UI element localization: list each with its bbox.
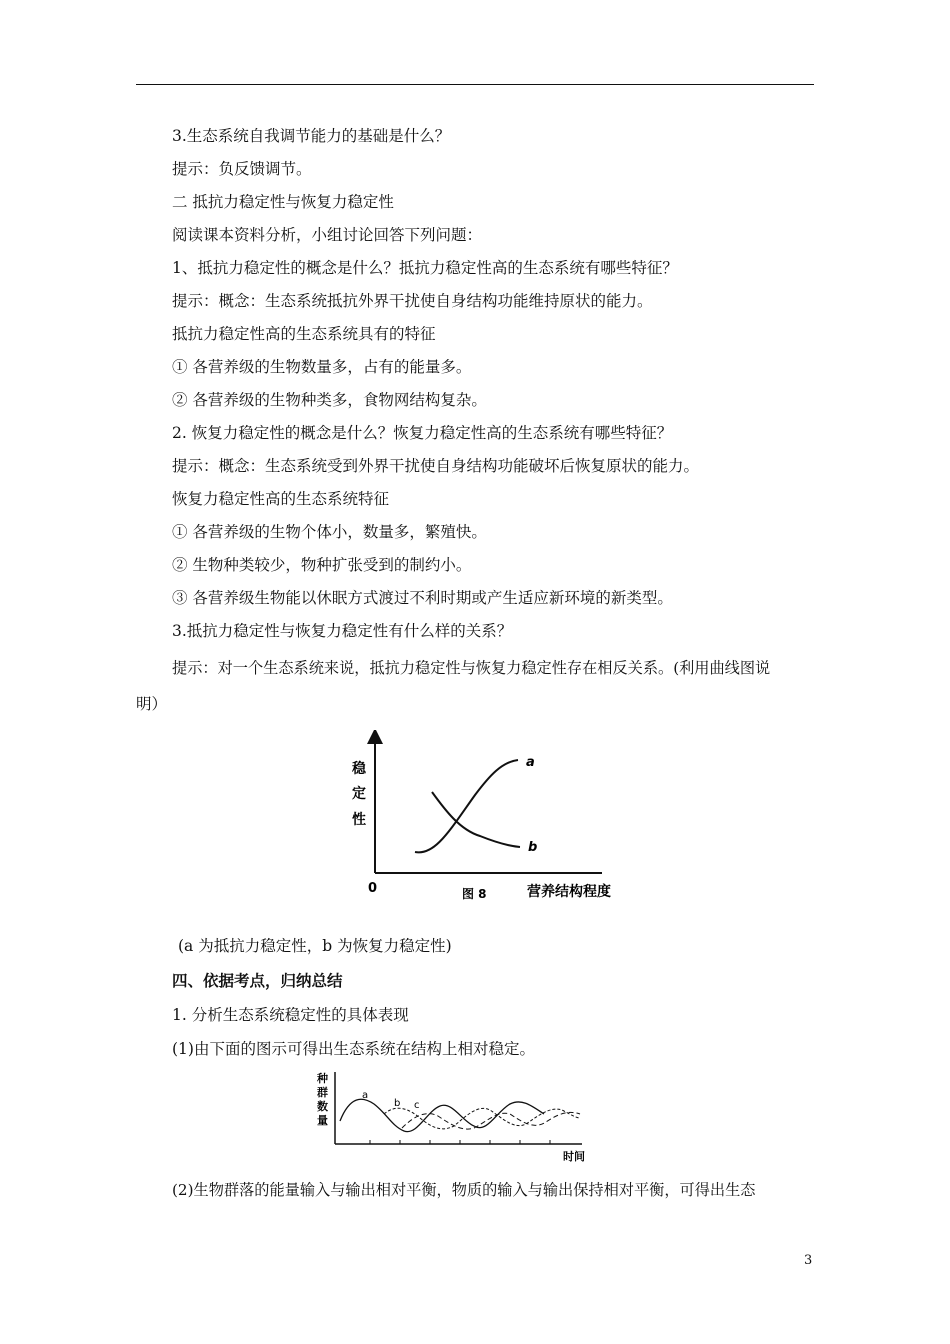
item-1-heading: 1. 分析生态系统稳定性的具体表现: [172, 1006, 409, 1024]
item-1-1: (1)由下面的图示可得出生态系统在结构上相对稳定。: [172, 1040, 535, 1058]
header-rule: [136, 84, 814, 85]
origin-label: 0: [368, 881, 378, 896]
question-3-basis: 3.生态系统自我调节能力的基础是什么？: [172, 127, 451, 145]
section-2-heading: 二 抵抗力稳定性与恢复力稳定性: [172, 193, 394, 211]
curve-a-label: a: [362, 1090, 369, 1101]
y-label-char-2: 群: [317, 1086, 328, 1099]
section-4-heading: 四、依据考点，归纳总结: [172, 971, 343, 990]
population-figure: [312, 1066, 592, 1166]
y-label-char-4: 量: [317, 1114, 328, 1127]
question-resistance: 1、抵抗力稳定性的概念是什么？抵抗力稳定性高的生态系统有哪些特征？: [172, 259, 678, 277]
reading-instruction: 阅读课本资料分析，小组讨论回答下列问题：: [172, 226, 483, 244]
y-label-char-1: 稳: [352, 761, 366, 777]
figure-caption: 图 8: [462, 887, 487, 901]
resistance-feature-1: ① 各营养级的生物数量多，占有的能量多。: [172, 358, 472, 376]
y-label-char-3: 性: [352, 812, 366, 828]
curve-b: [432, 792, 520, 847]
page-number: 3: [804, 1253, 813, 1268]
y-label-char-1: 种: [317, 1072, 328, 1085]
y-label-char-2: 定: [352, 786, 366, 802]
stability-figure: [340, 730, 640, 910]
curve-a: [340, 1099, 544, 1131]
hint-negative-feedback: 提示：负反馈调节。: [172, 160, 312, 178]
y-label-char-3: 数: [317, 1100, 328, 1113]
resilience-features-title: 恢复力稳定性高的生态系统特征: [172, 490, 390, 508]
hint-continuation: 明）: [136, 695, 168, 713]
resistance-features-title: 抵抗力稳定性高的生态系统具有的特征: [172, 325, 436, 343]
curve-b-label: b: [528, 840, 538, 855]
resilience-feature-1: ① 各营养级的生物个体小，数量多，繁殖快。: [172, 523, 487, 541]
question-resilience: 2. 恢复力稳定性的概念是什么？恢复力稳定性高的生态系统有哪些特征？: [172, 424, 673, 442]
figure-legend-note: (a 为抵抗力稳定性，b 为恢复力稳定性): [178, 937, 452, 955]
resistance-feature-2: ② 各营养级的生物种类多，食物网结构复杂。: [172, 391, 487, 409]
hint-inverse-relationship: 提示：对一个生态系统来说，抵抗力稳定性与恢复力稳定性存在相反关系。(利用曲线图说: [172, 659, 771, 677]
hint-resistance-concept: 提示：概念：生态系统抵抗外界干扰使自身结构功能维持原状的能力。: [172, 292, 653, 310]
x-axis-label: 时间: [563, 1150, 585, 1163]
resilience-feature-3: ③ 各营养级生物能以休眠方式渡过不利时期或产生适应新环境的新类型。: [172, 589, 673, 607]
curve-c-label: c: [414, 1100, 420, 1111]
question-relationship: 3.抵抗力稳定性与恢复力稳定性有什么样的关系？: [172, 622, 513, 640]
x-axis-label: 营养结构程度: [527, 884, 611, 900]
item-1-2: (2)生物群落的能量输入与输出相对平衡，物质的输入与输出保持相对平衡，可得出生态: [172, 1181, 756, 1199]
resilience-feature-2: ② 生物种类较少，物种扩张受到的制约小。: [172, 556, 472, 574]
curve-b-label: b: [394, 1098, 401, 1109]
curve-a-label: a: [526, 755, 535, 770]
hint-resilience-concept: 提示：概念：生态系统受到外界干扰使自身结构功能破坏后恢复原状的能力。: [172, 457, 700, 475]
curve-a: [415, 760, 518, 852]
